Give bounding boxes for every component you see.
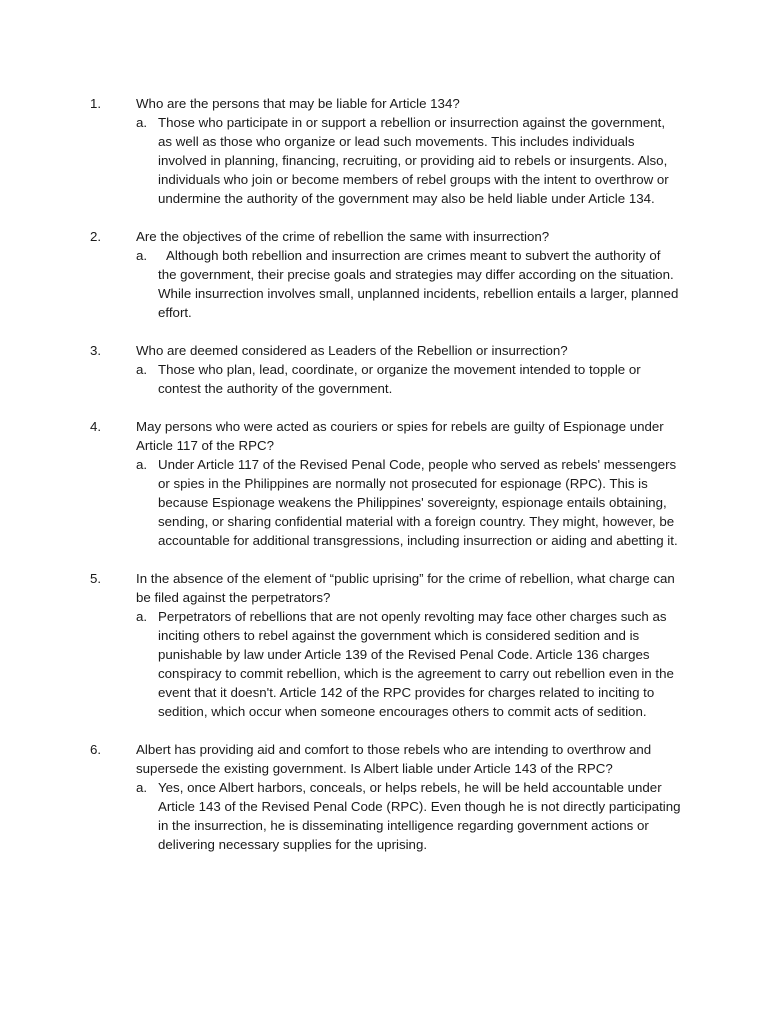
answer-letter: a. (136, 457, 148, 472)
qa-item-4 (0, 417, 768, 550)
question-number: 1. (90, 96, 102, 111)
answer-row (0, 113, 768, 208)
qa-item-2 (0, 227, 768, 322)
question-text: In the absence of the element of “public uprising” for the crime of rebellion, what charge can be filed against the perpetrators? (136, 571, 675, 605)
question-text: Who are deemed considered as Leaders of the Rebellion or insurrection? (136, 343, 568, 358)
qa-item-1 (0, 94, 768, 208)
question-row (0, 341, 768, 360)
question-number: 3. (90, 343, 102, 358)
question-text: May persons who were acted as couriers or spies for rebels are guilty of Espionage under Article 117 of the RPC? (136, 419, 664, 453)
answer-text: Although both rebellion and insurrection are crimes meant to subvert the authority of the government, their precise goals and strategies may differ according on the situation. While insurrection involves small, unplanned incidents, rebellion entails a larger, planned effort. (158, 248, 679, 320)
answer-letter: a. (136, 362, 148, 377)
answer-letter: a. (136, 248, 148, 263)
question-number: 4. (90, 419, 102, 434)
answer-text: Perpetrators of rebellions that are not openly revolting may face other charges such as inciting others to rebel against the government which is considered sedition and is punishable by law under Article 139 of the Revised Penal Code. Article 136 charges conspiracy to commit rebellion, which is the agreement to carry out rebellion even in the event that it doesn't. Article 142 of the RPC provides for charges related to inciting to sedition, which occur when someone encourages others to commit acts of sedition. (158, 609, 674, 719)
answer-row (0, 455, 768, 550)
question-text: Are the objectives of the crime of rebellion the same with insurrection? (136, 229, 550, 244)
answer-row (0, 607, 768, 721)
answer-row (0, 778, 768, 854)
question-row (0, 417, 768, 455)
qa-item-3 (0, 341, 768, 398)
answer-row (0, 360, 768, 398)
answer-text: Yes, once Albert harbors, conceals, or helps rebels, he will be held accountable under Article 143 of the Revised Penal Code (RPC). Even though he is not directly participating in the insurrection, he is disseminating intelligence regarding government actions or delivering necessary supplies for the uprising. (158, 780, 681, 852)
answer-row (0, 246, 768, 322)
question-text: Albert has providing aid and comfort to those rebels who are intending to overthrow and supersede the existing government. Is Albert liable under Article 143 of the RPC? (136, 742, 652, 776)
answer-text: Under Article 117 of the Revised Penal Code, people who served as rebels' messengers or spies in the Philippines are normally not prosecuted for espionage (RPC). This is because Espionage weakens the Philippines' sovereignty, espionage entails obtaining, sending, or sharing confidential material with a foreign country. They might, however, be accountable for additional transgressions, including insurrection or aiding and abetting it. (158, 457, 678, 548)
question-number: 2. (90, 229, 102, 244)
document-page (0, 94, 768, 873)
answer-letter: a. (136, 609, 148, 624)
answer-text: Those who participate in or support a rebellion or insurrection against the government, as well as those who organize or lead such movements. This includes individuals involved in planning, financing, recruiting, or providing aid to rebels or insurgents. Also, individuals who join or become members of rebel groups with the intent to overthrow or undermine the authority of the government may also be held liable under Article 134. (158, 115, 669, 206)
qa-item-5 (0, 569, 768, 721)
question-row (0, 227, 768, 246)
question-text: Who are the persons that may be liable for Article 134? (136, 96, 460, 111)
question-row (0, 569, 768, 607)
question-row (0, 94, 768, 113)
question-number: 5. (90, 571, 102, 586)
question-number: 6. (90, 742, 102, 757)
answer-letter: a. (136, 780, 148, 795)
answer-letter: a. (136, 115, 148, 130)
qa-item-6 (0, 740, 768, 854)
answer-text: Those who plan, lead, coordinate, or organize the movement intended to topple or contest the authority of the government. (158, 362, 641, 396)
question-row (0, 740, 768, 778)
